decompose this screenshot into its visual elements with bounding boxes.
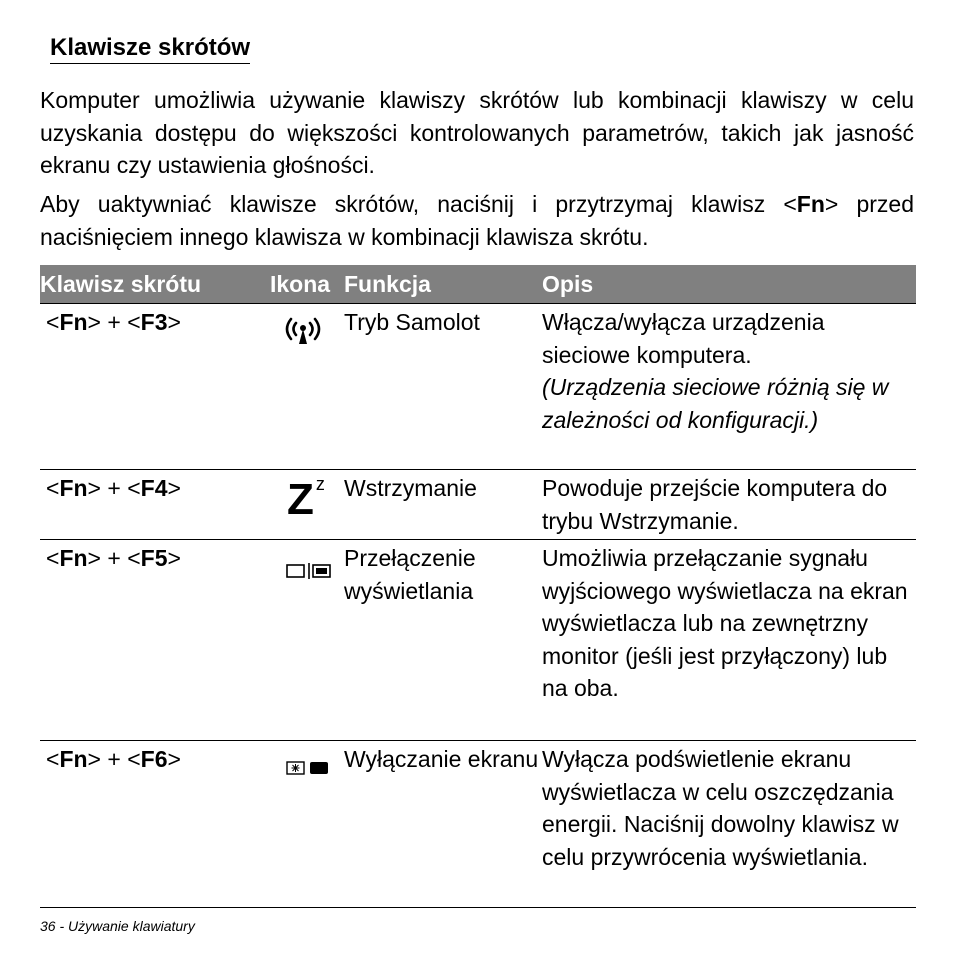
description-note: (Urządzenia sieciowe różnią się w zależności od konfiguracji.) [542, 374, 889, 433]
fn-key-label: Fn [796, 191, 825, 217]
header-function: Funkcja [344, 270, 431, 297]
hotkey-key: F4 [140, 475, 168, 501]
hotkey-mod: Fn [59, 746, 88, 772]
hotkey-mod: Fn [59, 309, 88, 335]
description-cell: Umożliwia przełączanie sygnału wyjściowego wyświetlacza na ekran wyświetlacza lub na zewnętrzny monitor (jeśli jest przyłączony) lub na oba. [542, 545, 908, 701]
icon-cell [257, 540, 344, 740]
hotkey-key: F3 [140, 309, 168, 335]
display-switch-icon [286, 562, 332, 580]
table-header [40, 265, 916, 304]
section-heading: Klawisze skrótów [50, 33, 250, 64]
header-description: Opis [542, 270, 594, 297]
display-off-icon [286, 760, 332, 776]
instruction-paragraph [40, 188, 914, 253]
function-cell: Przełączenie wyświetlania [344, 545, 476, 604]
page-footer: 36 - Używanie klawiatury [40, 918, 195, 934]
table-row [40, 470, 916, 540]
table-row [40, 304, 916, 470]
function-cell: Tryb Samolot [344, 309, 480, 335]
icon-cell [257, 741, 344, 907]
hotkey-plus: + [100, 545, 128, 571]
icon-cell [257, 304, 344, 469]
description-cell [542, 304, 916, 469]
hotkey-cell: <Fn> + <F5> [46, 545, 181, 571]
intro-paragraph: Komputer umożliwia używanie klawiszy skrótów lub kombinacji klawiszy w celu uzyskania dostępu do większości kontrolowanych parametrów, takich jak jasność ekranu czy ustawienia głośności. [40, 87, 914, 178]
header-icon: Ikona [270, 270, 331, 297]
hotkey-plus: + [100, 475, 128, 501]
hotkey-cell: <Fn> + <F6> [46, 746, 181, 772]
hotkey-table [40, 265, 916, 908]
icon-cell [257, 470, 344, 539]
hotkey-key: F6 [140, 746, 168, 772]
function-cell: Wyłączanie ekranu [344, 746, 539, 772]
description-cell: Wyłącza podświetlenie ekranu wyświetlacza w celu oszczędzania energii. Naciśnij dowolny klawisz w celu przywrócenia wyświetlania. [542, 746, 899, 870]
hotkey-plus: + [100, 746, 128, 772]
sleep-z-small: z [315, 474, 325, 494]
instruction-text-before: Aby uaktywniać klawisze skrótów, naciśnij i przytrzymaj klawisz < [40, 191, 797, 217]
hotkey-key: F5 [140, 545, 168, 571]
sleep-z-large: Z [287, 475, 314, 524]
function-cell: Wstrzymanie [344, 475, 477, 501]
description-cell: Powoduje przejście komputera do trybu Wstrzymanie. [542, 475, 888, 534]
hotkey-mod: Fn [59, 475, 88, 501]
header-hotkey: Klawisz skrótu [40, 270, 202, 297]
hotkey-cell: <Fn> + <F3> [46, 309, 181, 335]
hotkey-mod: Fn [59, 545, 88, 571]
airplane-mode-wireless-icon [280, 316, 326, 346]
instruction-text-after: > przed naciśnięciem innego klawisza w kombinacji klawisza skrótu. [40, 191, 915, 250]
table-row [40, 540, 916, 741]
hotkey-plus: + [100, 309, 128, 335]
description-text: Włącza/wyłącza urządzenia sieciowe komputera. [542, 309, 825, 368]
sleep-zz-icon [287, 474, 325, 525]
table-row [40, 741, 916, 908]
hotkey-cell: <Fn> + <F4> [46, 475, 181, 501]
